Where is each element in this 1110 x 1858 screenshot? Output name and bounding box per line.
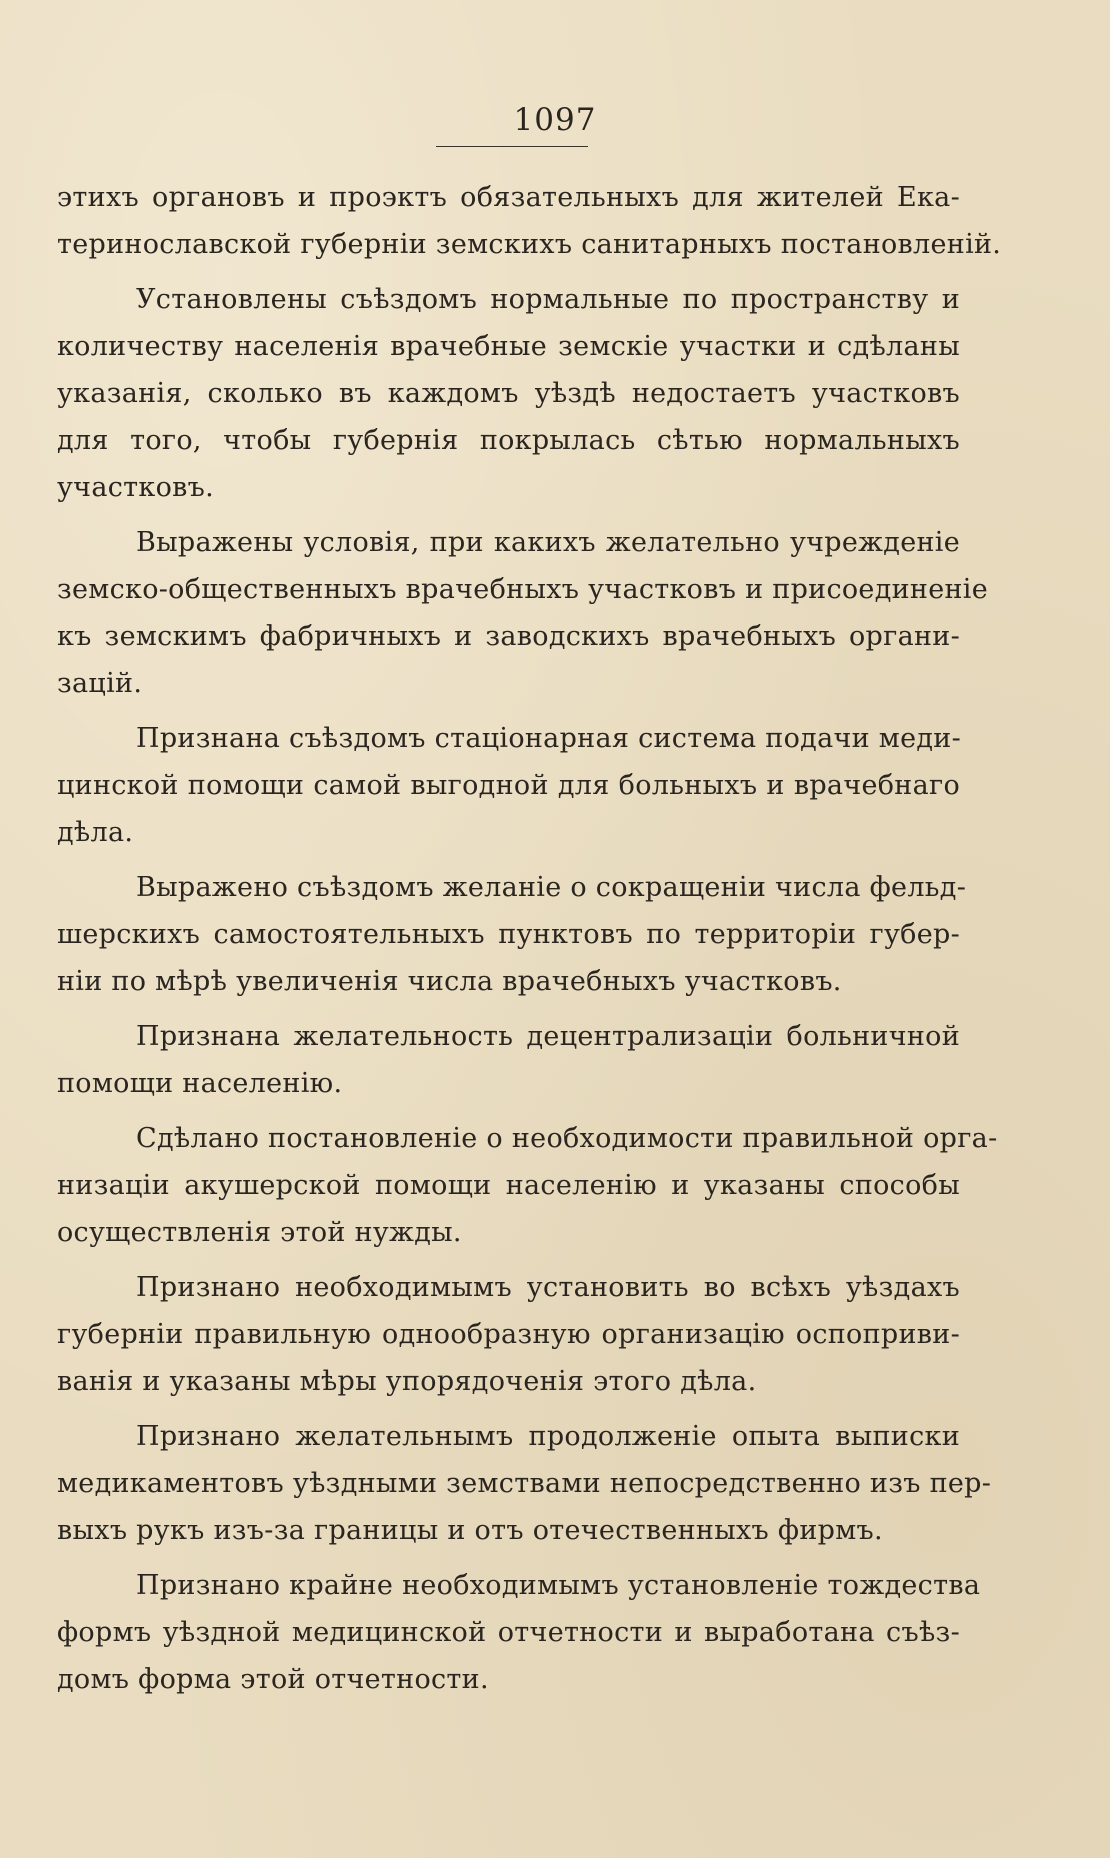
paragraph [57,276,960,511]
text-line: теринославской губерніи земскихъ санитарныхъ постановленій. [57,229,1002,260]
text-line: участковъ. [57,472,214,503]
text-line: низаціи акушерской помощи населенію и указаны способы [57,1170,960,1201]
text-line: дѣла. [57,817,134,848]
text-line: ванія и указаны мѣры упорядоченія этого дѣла. [57,1366,757,1397]
text-line: Установлены съѣздомъ нормальные по пространству и [136,284,960,315]
text-line: количеству населенія врачебные земскіе участки и сдѣланы [57,331,960,362]
text-line: формъ уѣздной медицинской отчетности и выработана съѣз- [57,1617,960,1648]
text-line: Сдѣлано постановленіе о необходимости правильной орга- [136,1123,998,1154]
text-line: домъ форма этой отчетности. [57,1664,489,1695]
text-line: медикаментовъ уѣздными земствами непосредственно изъ пер- [57,1468,992,1499]
text-line: земско-общественныхъ врачебныхъ участковъ и присоединеніе [57,574,989,605]
text-line: Признано крайне необходимымъ установленіе тождества [136,1570,981,1601]
text-line: Признано необходимымъ установить во всѣхъ уѣздахъ [136,1272,960,1303]
text-line: для того, чтобы губернія покрылась сѣтью нормальныхъ [57,425,960,456]
text-line: Признана съѣздомъ стаціонарная система подачи меди- [136,723,962,754]
text-line: выхъ рукъ изъ-за границы и отъ отечественныхъ фирмъ. [57,1515,883,1546]
paragraph [57,174,1002,268]
text-line: указанія, сколько въ каждомъ уѣздѣ недостаетъ участковъ [57,378,960,409]
text-line: Признано желательнымъ продолженіе опыта выписки [136,1421,960,1452]
paragraph [57,715,960,856]
paragraph [57,1413,992,1554]
text-line: Выражены условія, при какихъ желательно учрежденіе [136,527,960,558]
paragraph [57,864,967,1005]
paragraph [57,1264,960,1405]
text-line: ніи по мѣрѣ увеличенія числа врачебныхъ участковъ. [57,966,842,997]
paragraph [57,1115,998,1256]
text-line: Признана желательность децентрализаціи больничной [136,1021,960,1052]
text-line: зацій. [57,668,143,699]
paragraph [57,1013,960,1107]
paragraph [57,1562,981,1703]
text-line: шерскихъ самостоятельныхъ пунктовъ по территоріи губер- [57,919,960,950]
text-line: къ земскимъ фабричныхъ и заводскихъ врачебныхъ органи- [57,621,960,652]
text-line: этихъ органовъ и проэктъ обязательныхъ для жителей Ека- [57,182,960,213]
text-line: осуществленія этой нужды. [57,1217,462,1248]
text-line: помощи населенію. [57,1068,343,1099]
text-line: Выражено съѣздомъ желаніе о сокращеніи числа фельд- [136,872,967,903]
body-text [57,174,1002,1711]
paragraph [57,519,989,707]
text-line: цинской помощи самой выгодной для больныхъ и врачебнаго [57,770,960,801]
page-number: 1097 [513,102,597,138]
header-rule [436,146,588,147]
text-line: губерніи правильную однообразную организацію оспоприви- [57,1319,960,1350]
